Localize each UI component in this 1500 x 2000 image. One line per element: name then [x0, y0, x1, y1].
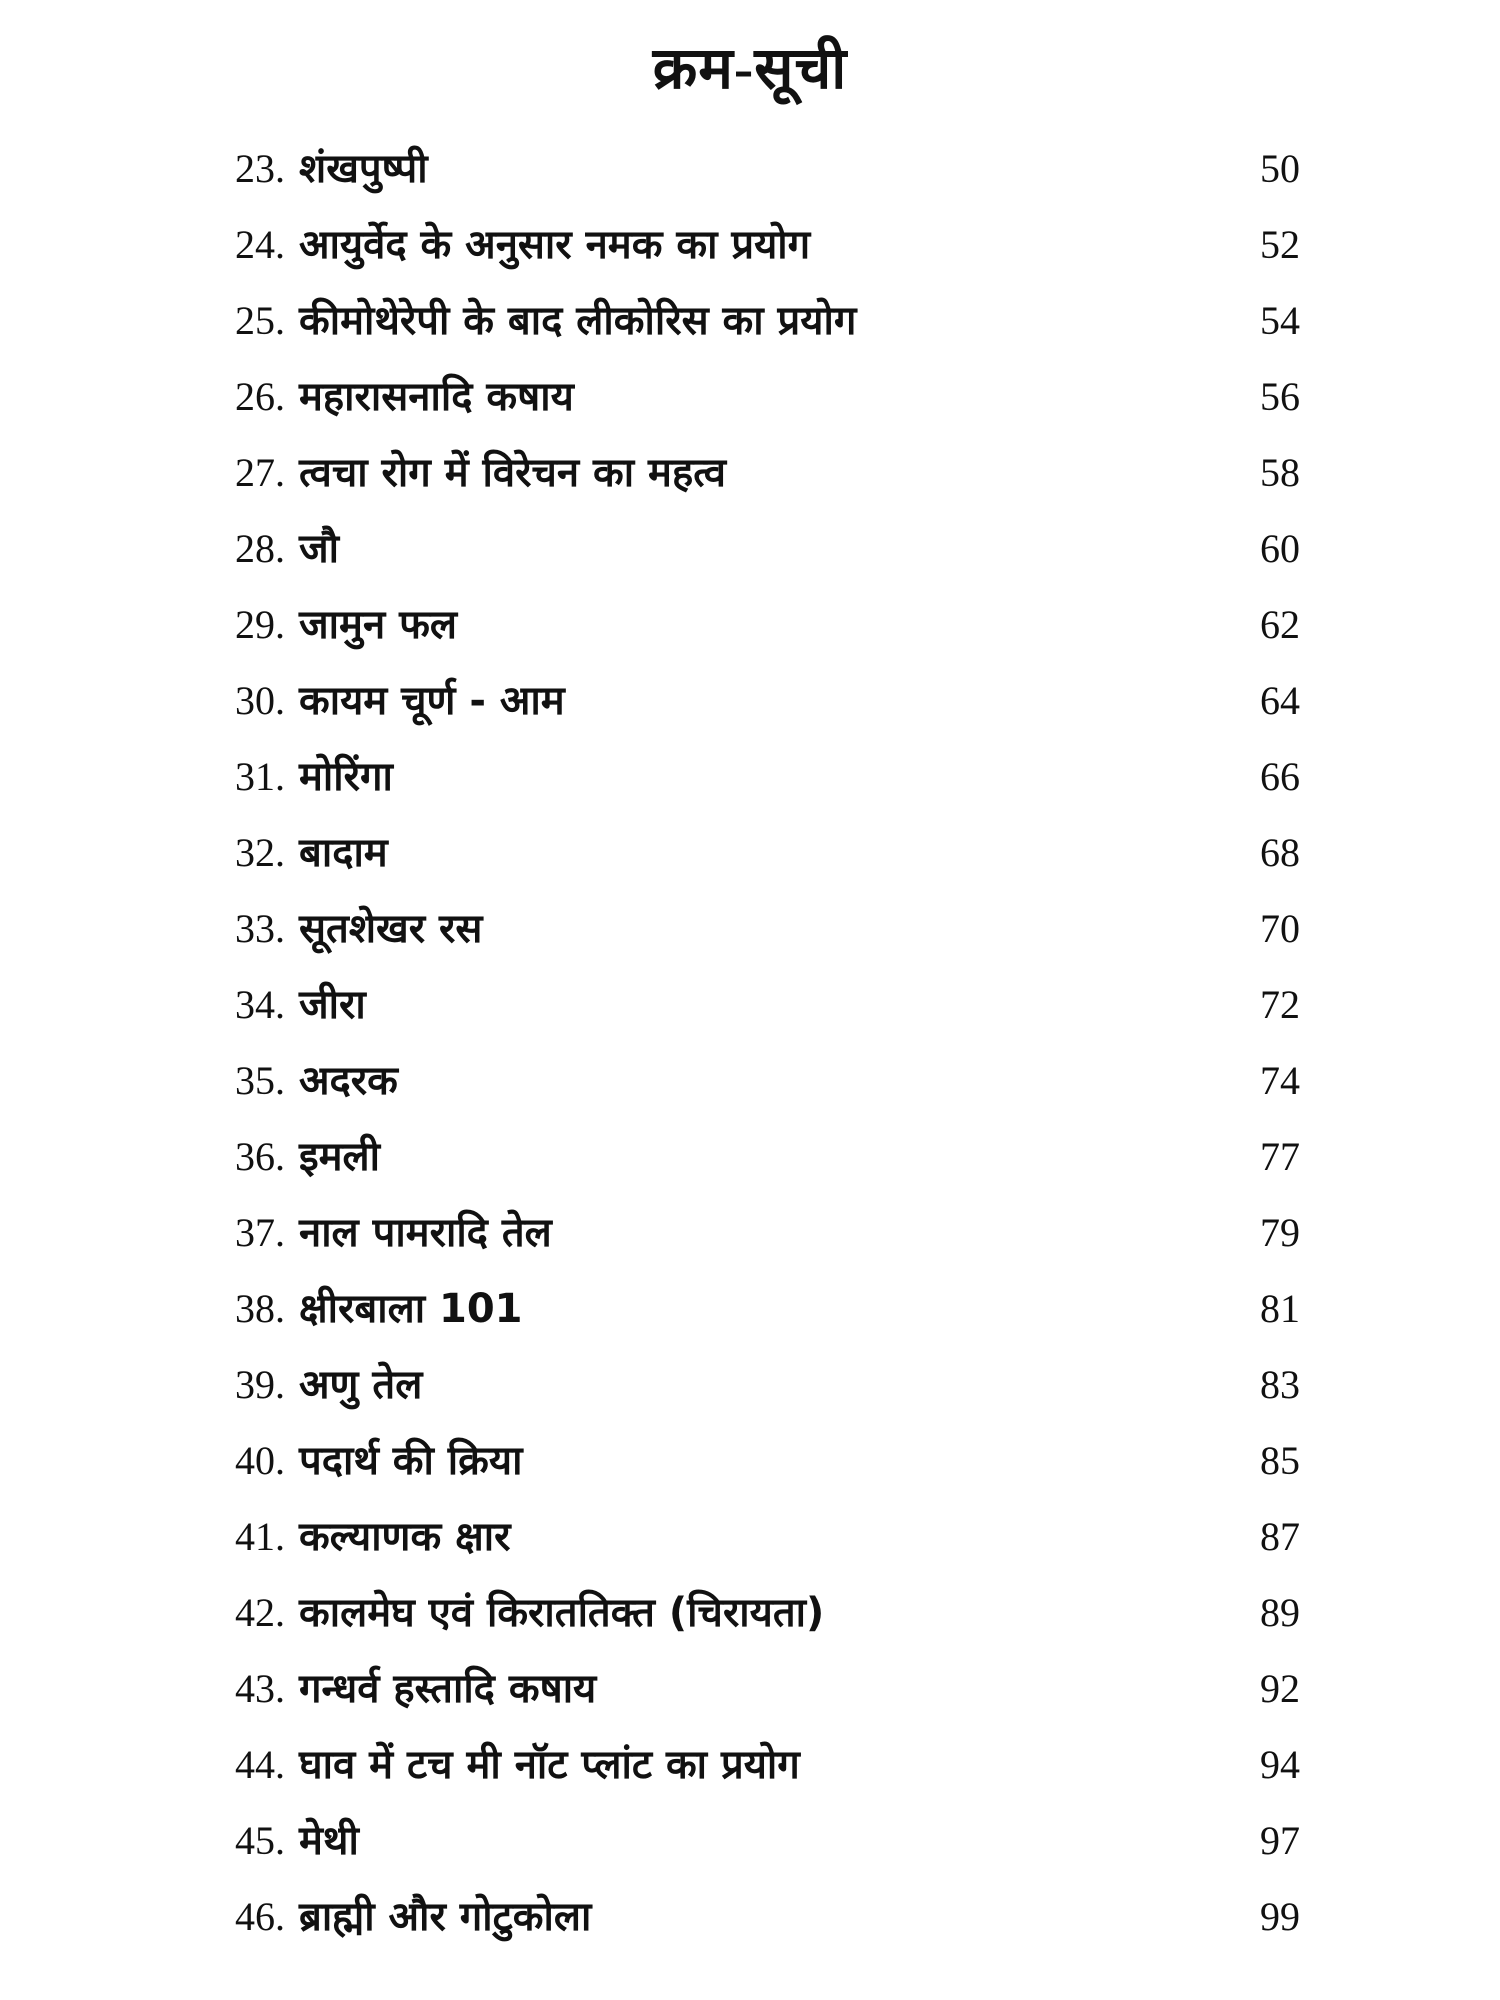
entry-number: 42. — [235, 1590, 285, 1635]
entry-title: सूतशेखर रस — [299, 906, 483, 952]
toc-row — [235, 1423, 1300, 1499]
entry-page: 60 — [1260, 526, 1300, 571]
entry-number: 41. — [235, 1514, 285, 1559]
entry-number: 46. — [235, 1894, 285, 1939]
toc-row — [235, 891, 1300, 967]
entry-number: 40. — [235, 1438, 285, 1483]
entry-title: मोरिंगा — [299, 754, 393, 800]
entry-number: 28. — [235, 526, 285, 571]
toc-row — [235, 1271, 1300, 1347]
entry-number: 31. — [235, 754, 285, 799]
entry-number: 24. — [235, 222, 285, 267]
entry-title: गन्धर्व हस्तादि कषाय — [299, 1666, 597, 1712]
entry-page: 50 — [1260, 146, 1300, 191]
entry-number: 29. — [235, 602, 285, 647]
toc-row — [235, 587, 1300, 663]
entry-title: नाल पामरादि तेल — [299, 1210, 552, 1256]
entry-page: 83 — [1260, 1362, 1300, 1407]
entry-page: 58 — [1260, 450, 1300, 495]
entry-page: 92 — [1260, 1666, 1300, 1711]
toc-row — [235, 359, 1300, 435]
page-title: क्रम-सूची — [652, 36, 848, 101]
toc-row — [235, 435, 1300, 511]
entry-page: 81 — [1260, 1286, 1300, 1331]
entry-page: 94 — [1260, 1742, 1300, 1787]
toc-row — [235, 207, 1300, 283]
toc-row — [235, 1803, 1300, 1879]
entry-title: क्षीरबाला 101 — [299, 1286, 523, 1332]
entry-title: पदार्थ की क्रिया — [299, 1438, 523, 1484]
entry-title: ब्राह्मी और गोटुकोला — [299, 1894, 592, 1940]
entry-title: जामुन फल — [299, 602, 458, 648]
entry-page: 89 — [1260, 1590, 1300, 1635]
entry-title: बादाम — [299, 830, 388, 876]
entry-number: 33. — [235, 906, 285, 951]
entry-title: इमली — [299, 1134, 381, 1180]
entry-page: 72 — [1260, 982, 1300, 1027]
entry-page: 99 — [1260, 1894, 1300, 1939]
entry-page: 62 — [1260, 602, 1300, 647]
toc-row — [235, 1347, 1300, 1423]
entry-number: 43. — [235, 1666, 285, 1711]
entry-number: 27. — [235, 450, 285, 495]
entry-title: त्वचा रोग में विरेचन का महत्व — [299, 450, 727, 496]
entry-number: 23. — [235, 146, 285, 191]
toc-row — [235, 967, 1300, 1043]
entry-number: 34. — [235, 982, 285, 1027]
toc-row — [235, 511, 1300, 587]
entry-title: शंखपुष्पी — [299, 146, 428, 192]
entry-number: 45. — [235, 1818, 285, 1863]
toc-row — [235, 1651, 1300, 1727]
entry-number: 39. — [235, 1362, 285, 1407]
toc-row — [235, 663, 1300, 739]
toc-row — [235, 1879, 1300, 1955]
entry-title: कल्याणक क्षार — [299, 1514, 511, 1560]
entry-title: आयुर्वेद के अनुसार नमक का प्रयोग — [299, 222, 811, 268]
entry-number: 44. — [235, 1742, 285, 1787]
entry-number: 32. — [235, 830, 285, 875]
toc-row — [235, 815, 1300, 891]
entry-number: 26. — [235, 374, 285, 419]
entry-page: 87 — [1260, 1514, 1300, 1559]
entry-page: 79 — [1260, 1210, 1300, 1255]
toc-list — [235, 131, 1300, 1955]
entry-page: 64 — [1260, 678, 1300, 723]
entry-number: 25. — [235, 298, 285, 343]
entry-page: 97 — [1260, 1818, 1300, 1863]
entry-title: कीमोथेरेपी के बाद लीकोरिस का प्रयोग — [299, 298, 857, 344]
toc-row — [235, 1195, 1300, 1271]
entry-title: महारासनादि कषाय — [299, 374, 574, 420]
toc-row — [235, 1727, 1300, 1803]
entry-title: जौ — [299, 526, 340, 572]
entry-page: 85 — [1260, 1438, 1300, 1483]
toc-row — [235, 739, 1300, 815]
entry-number: 38. — [235, 1286, 285, 1331]
entry-page: 66 — [1260, 754, 1300, 799]
entry-page: 54 — [1260, 298, 1300, 343]
toc-row — [235, 283, 1300, 359]
toc-row — [235, 1499, 1300, 1575]
entry-title: अणु तेल — [299, 1362, 423, 1408]
entry-title: घाव में टच मी नॉट प्लांट का प्रयोग — [299, 1742, 800, 1788]
entry-title: जीरा — [299, 982, 366, 1028]
entry-title: मेथी — [299, 1818, 359, 1864]
entry-page: 70 — [1260, 906, 1300, 951]
toc-row — [235, 1043, 1300, 1119]
toc-row — [235, 1575, 1300, 1651]
entry-page: 74 — [1260, 1058, 1300, 1103]
entry-page: 56 — [1260, 374, 1300, 419]
entry-number: 36. — [235, 1134, 285, 1179]
entry-page: 52 — [1260, 222, 1300, 267]
entry-title: कालमेघ एवं किराततिक्त (चिरायता) — [299, 1590, 825, 1636]
entry-title: अदरक — [299, 1058, 398, 1104]
toc-row — [235, 131, 1300, 207]
toc-row — [235, 1119, 1300, 1195]
entry-page: 77 — [1260, 1134, 1300, 1179]
entry-page: 68 — [1260, 830, 1300, 875]
entry-number: 35. — [235, 1058, 285, 1103]
entry-number: 30. — [235, 678, 285, 723]
entry-number: 37. — [235, 1210, 285, 1255]
entry-title: कायम चूर्ण - आम — [299, 678, 565, 724]
